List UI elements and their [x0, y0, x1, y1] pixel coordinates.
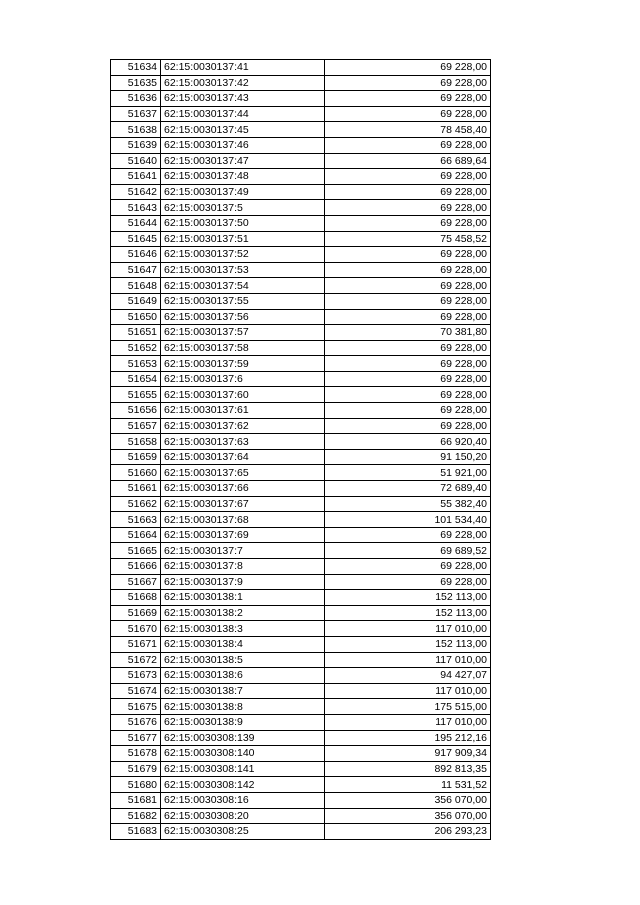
table-row	[111, 137, 491, 153]
table-row	[111, 543, 491, 559]
table-row	[111, 231, 491, 247]
cadastral-value: 69 228,00	[325, 278, 491, 294]
row-number: 51652	[111, 340, 161, 356]
cadastral-number: 62:15:0030137:60	[161, 387, 325, 403]
cadastral-number: 62:15:0030308:142	[161, 777, 325, 793]
cadastral-number: 62:15:0030137:55	[161, 293, 325, 309]
cadastral-value: 69 228,00	[325, 75, 491, 91]
row-number: 51646	[111, 247, 161, 263]
row-number: 51672	[111, 652, 161, 668]
table-row	[111, 512, 491, 528]
cadastral-number: 62:15:0030137:49	[161, 184, 325, 200]
table-row	[111, 574, 491, 590]
cadastral-value: 69 228,00	[325, 403, 491, 419]
cadastral-value: 66 689,64	[325, 153, 491, 169]
cadastral-value: 66 920,40	[325, 434, 491, 450]
row-number: 51675	[111, 699, 161, 715]
cadastral-number: 62:15:0030137:47	[161, 153, 325, 169]
table-row	[111, 293, 491, 309]
cadastral-value: 356 070,00	[325, 808, 491, 824]
cadastral-number: 62:15:0030137:8	[161, 559, 325, 575]
row-number: 51670	[111, 621, 161, 637]
cadastral-number: 62:15:0030138:3	[161, 621, 325, 637]
table-row	[111, 340, 491, 356]
cadastral-number: 62:15:0030137:63	[161, 434, 325, 450]
row-number: 51660	[111, 465, 161, 481]
cadastral-value: 11 531,52	[325, 777, 491, 793]
cadastral-value: 94 427,07	[325, 668, 491, 684]
cadastral-value: 69 228,00	[325, 371, 491, 387]
table-row	[111, 465, 491, 481]
table-row	[111, 309, 491, 325]
cadastral-number: 62:15:0030137:61	[161, 403, 325, 419]
cadastral-number: 62:15:0030137:67	[161, 496, 325, 512]
row-number: 51661	[111, 481, 161, 497]
table-row	[111, 325, 491, 341]
table-row	[111, 761, 491, 777]
cadastral-value: 51 921,00	[325, 465, 491, 481]
row-number: 51680	[111, 777, 161, 793]
row-number: 51674	[111, 683, 161, 699]
cadastral-value: 69 228,00	[325, 247, 491, 263]
cadastral-value: 55 382,40	[325, 496, 491, 512]
table-row	[111, 808, 491, 824]
row-number: 51662	[111, 496, 161, 512]
cadastral-value: 152 113,00	[325, 605, 491, 621]
table-row	[111, 418, 491, 434]
cadastral-number: 62:15:0030308:141	[161, 761, 325, 777]
table-row	[111, 60, 491, 76]
cadastral-value: 175 515,00	[325, 699, 491, 715]
table-row	[111, 403, 491, 419]
cadastral-number: 62:15:0030138:9	[161, 714, 325, 730]
row-number: 51673	[111, 668, 161, 684]
cadastral-number: 62:15:0030137:41	[161, 60, 325, 76]
cadastral-value: 69 228,00	[325, 387, 491, 403]
table-row	[111, 746, 491, 762]
cadastral-number: 62:15:0030137:54	[161, 278, 325, 294]
cadastral-value: 70 381,80	[325, 325, 491, 341]
row-number: 51635	[111, 75, 161, 91]
table-row	[111, 527, 491, 543]
cadastral-number: 62:15:0030138:2	[161, 605, 325, 621]
row-number: 51683	[111, 824, 161, 840]
cadastral-value: 69 228,00	[325, 137, 491, 153]
cadastral-number: 62:15:0030137:69	[161, 527, 325, 543]
cadastral-value: 117 010,00	[325, 714, 491, 730]
cadastral-number: 62:15:0030137:56	[161, 309, 325, 325]
cadastral-value: 75 458,52	[325, 231, 491, 247]
cadastral-value: 69 228,00	[325, 418, 491, 434]
cadastral-value: 69 228,00	[325, 262, 491, 278]
cadastral-number: 62:15:0030137:43	[161, 91, 325, 107]
cadastral-number: 62:15:0030137:7	[161, 543, 325, 559]
cadastral-number: 62:15:0030137:65	[161, 465, 325, 481]
row-number: 51658	[111, 434, 161, 450]
cadastral-value: 101 534,40	[325, 512, 491, 528]
row-number: 51659	[111, 449, 161, 465]
cadastral-number: 62:15:0030137:64	[161, 449, 325, 465]
row-number: 51663	[111, 512, 161, 528]
cadastral-number: 62:15:0030137:52	[161, 247, 325, 263]
table-row	[111, 668, 491, 684]
row-number: 51648	[111, 278, 161, 294]
row-number: 51665	[111, 543, 161, 559]
row-number: 51647	[111, 262, 161, 278]
cadastral-value: 195 212,16	[325, 730, 491, 746]
table-row	[111, 777, 491, 793]
table-row	[111, 559, 491, 575]
table-row	[111, 714, 491, 730]
cadastral-value: 892 813,35	[325, 761, 491, 777]
row-number: 51643	[111, 200, 161, 216]
cadastral-value: 69 228,00	[325, 200, 491, 216]
cadastral-value: 69 228,00	[325, 340, 491, 356]
table-row	[111, 371, 491, 387]
table-row	[111, 605, 491, 621]
row-number: 51681	[111, 792, 161, 808]
cadastral-value: 69 228,00	[325, 356, 491, 372]
cadastral-number: 62:15:0030137:53	[161, 262, 325, 278]
cadastral-value: 69 228,00	[325, 309, 491, 325]
cadastral-number: 62:15:0030138:7	[161, 683, 325, 699]
table-row	[111, 153, 491, 169]
table-row	[111, 169, 491, 185]
row-number: 51668	[111, 590, 161, 606]
table-row	[111, 683, 491, 699]
table-row	[111, 699, 491, 715]
cadastral-number: 62:15:0030137:66	[161, 481, 325, 497]
row-number: 51679	[111, 761, 161, 777]
cadastral-number: 62:15:0030138:1	[161, 590, 325, 606]
table-row	[111, 262, 491, 278]
cadastral-number: 62:15:0030138:8	[161, 699, 325, 715]
cadastral-value: 69 228,00	[325, 559, 491, 575]
row-number: 51637	[111, 106, 161, 122]
table-row	[111, 106, 491, 122]
row-number: 51655	[111, 387, 161, 403]
table-row	[111, 636, 491, 652]
row-number: 51666	[111, 559, 161, 575]
row-number: 51640	[111, 153, 161, 169]
cadastral-value: 69 228,00	[325, 106, 491, 122]
cadastral-value: 356 070,00	[325, 792, 491, 808]
cadastral-value: 117 010,00	[325, 683, 491, 699]
table-row	[111, 387, 491, 403]
row-number: 51657	[111, 418, 161, 434]
table-row	[111, 91, 491, 107]
row-number: 51667	[111, 574, 161, 590]
cadastral-number: 62:15:0030138:6	[161, 668, 325, 684]
row-number: 51671	[111, 636, 161, 652]
row-number: 51669	[111, 605, 161, 621]
table-row	[111, 356, 491, 372]
cadastral-number: 62:15:0030308:25	[161, 824, 325, 840]
cadastral-number: 62:15:0030308:16	[161, 792, 325, 808]
cadastral-value: 69 228,00	[325, 527, 491, 543]
cadastral-number: 62:15:0030137:68	[161, 512, 325, 528]
table-row	[111, 184, 491, 200]
cadastral-number: 62:15:0030308:20	[161, 808, 325, 824]
row-number: 51664	[111, 527, 161, 543]
table-row	[111, 481, 491, 497]
row-number: 51641	[111, 169, 161, 185]
cadastral-value: 69 228,00	[325, 91, 491, 107]
cadastral-number: 62:15:0030137:51	[161, 231, 325, 247]
row-number: 51653	[111, 356, 161, 372]
row-number: 51644	[111, 215, 161, 231]
row-number: 51639	[111, 137, 161, 153]
cadastral-number: 62:15:0030138:5	[161, 652, 325, 668]
row-number: 51656	[111, 403, 161, 419]
table-row	[111, 449, 491, 465]
cadastral-number: 62:15:0030137:45	[161, 122, 325, 138]
table-row	[111, 621, 491, 637]
table-row	[111, 75, 491, 91]
row-number: 51649	[111, 293, 161, 309]
row-number: 51651	[111, 325, 161, 341]
data-table	[110, 59, 491, 840]
cadastral-value: 69 228,00	[325, 574, 491, 590]
row-number: 51676	[111, 714, 161, 730]
cadastral-number: 62:15:0030137:48	[161, 169, 325, 185]
table-row	[111, 496, 491, 512]
cadastral-value: 72 689,40	[325, 481, 491, 497]
cadastral-value: 69 689,52	[325, 543, 491, 559]
cadastral-number: 62:15:0030137:58	[161, 340, 325, 356]
row-number: 51677	[111, 730, 161, 746]
row-number: 51634	[111, 60, 161, 76]
cadastral-value: 117 010,00	[325, 652, 491, 668]
row-number: 51654	[111, 371, 161, 387]
cadastral-number: 62:15:0030137:6	[161, 371, 325, 387]
table-row	[111, 434, 491, 450]
table-row	[111, 590, 491, 606]
cadastral-number: 62:15:0030137:46	[161, 137, 325, 153]
table-row	[111, 200, 491, 216]
table-row	[111, 215, 491, 231]
table-row	[111, 122, 491, 138]
cadastral-value: 69 228,00	[325, 293, 491, 309]
row-number: 51650	[111, 309, 161, 325]
cadastral-value: 152 113,00	[325, 590, 491, 606]
table-row	[111, 730, 491, 746]
cadastral-value: 91 150,20	[325, 449, 491, 465]
row-number: 51678	[111, 746, 161, 762]
row-number: 51645	[111, 231, 161, 247]
table-row	[111, 792, 491, 808]
table-row	[111, 824, 491, 840]
cadastral-number: 62:15:0030137:59	[161, 356, 325, 372]
cadastral-number: 62:15:0030137:50	[161, 215, 325, 231]
cadastral-value: 69 228,00	[325, 184, 491, 200]
cadastral-value: 206 293,23	[325, 824, 491, 840]
cadastral-value: 152 113,00	[325, 636, 491, 652]
table-row	[111, 652, 491, 668]
table-body	[111, 60, 491, 840]
cadastral-number: 62:15:0030308:140	[161, 746, 325, 762]
cadastral-number: 62:15:0030308:139	[161, 730, 325, 746]
cadastral-number: 62:15:0030137:9	[161, 574, 325, 590]
row-number: 51638	[111, 122, 161, 138]
cadastral-value: 69 228,00	[325, 169, 491, 185]
cadastral-number: 62:15:0030138:4	[161, 636, 325, 652]
row-number: 51642	[111, 184, 161, 200]
cadastral-value: 78 458,40	[325, 122, 491, 138]
cadastral-number: 62:15:0030137:42	[161, 75, 325, 91]
cadastral-value: 69 228,00	[325, 215, 491, 231]
table-row	[111, 278, 491, 294]
cadastral-number: 62:15:0030137:62	[161, 418, 325, 434]
table-row	[111, 247, 491, 263]
cadastral-value: 917 909,34	[325, 746, 491, 762]
row-number: 51636	[111, 91, 161, 107]
cadastral-number: 62:15:0030137:44	[161, 106, 325, 122]
cadastral-value: 69 228,00	[325, 60, 491, 76]
cadastral-value: 117 010,00	[325, 621, 491, 637]
cadastral-number: 62:15:0030137:5	[161, 200, 325, 216]
row-number: 51682	[111, 808, 161, 824]
cadastral-number: 62:15:0030137:57	[161, 325, 325, 341]
